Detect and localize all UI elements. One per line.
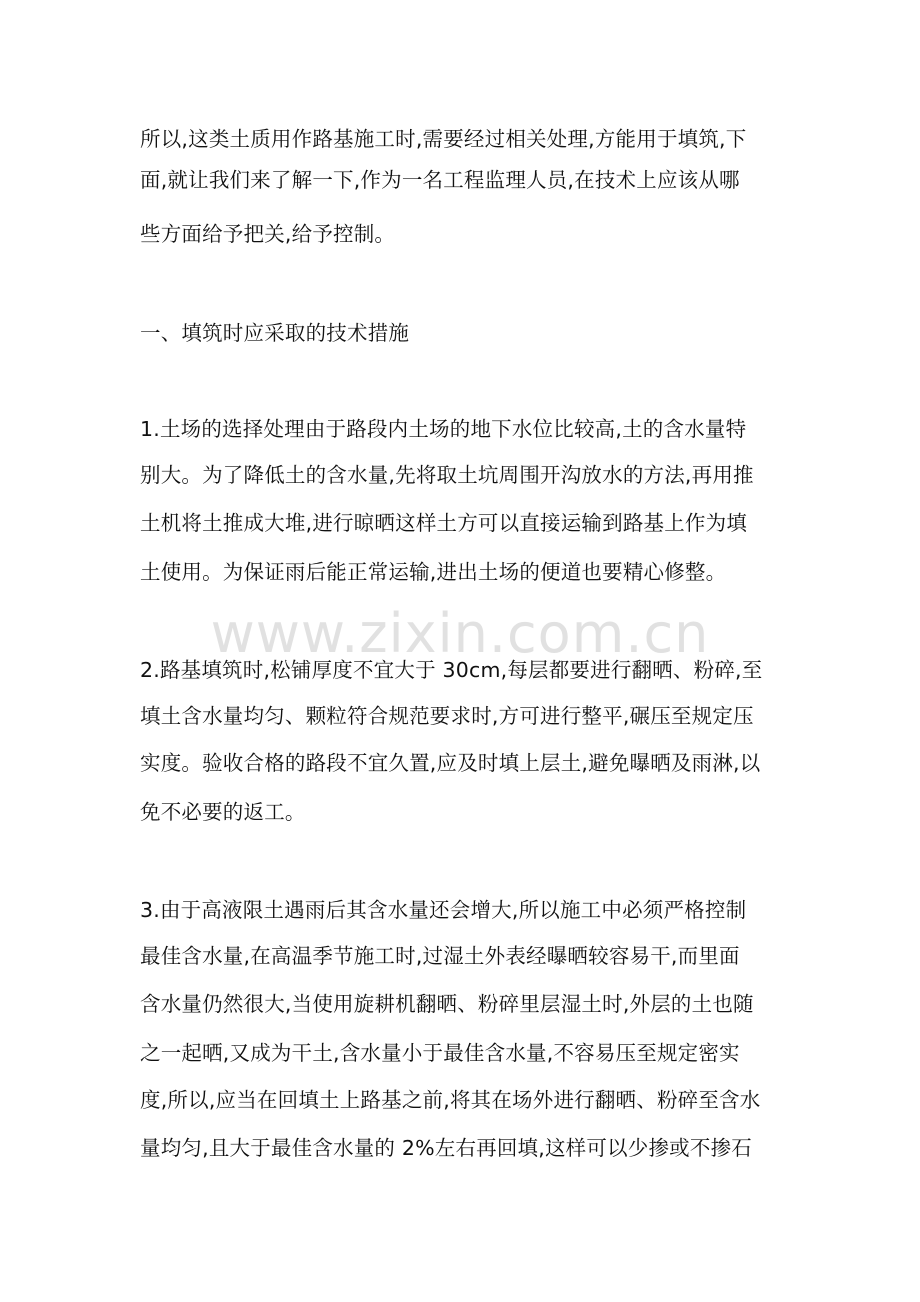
item1-line-4: 土使用。为保证雨后能正常运输,进出土场的便道也要精心修整。 xyxy=(140,560,727,584)
intro-line-2: 面,就让我们来了解一下,作为一名工程监理人员,在技术上应该从哪 xyxy=(140,168,740,192)
intro-line-3: 些方面给予把关,给予控制。 xyxy=(140,222,396,246)
intro-line-1: 所以,这类土质用作路基施工时,需要经过相关处理,方能用于填筑,下 xyxy=(140,127,747,151)
item2-line-3: 实度。验收合格的路段不宜久置,应及时填上层土,避免曝晒及雨淋,以 xyxy=(140,751,761,775)
item1-line-2: 别大。为了降低土的含水量,先将取土坑周围开沟放水的方法,再用推 xyxy=(140,463,754,487)
item2-line-4: 免不必要的返工。 xyxy=(140,800,306,824)
section-heading: 一、填筑时应采取的技术措施 xyxy=(140,321,410,345)
item3-line-3: 含水量仍然很大,当使用旋耕机翻晒、粉碎里层湿土时,外层的土也随 xyxy=(140,992,754,1016)
item3-line-5: 度,所以,应当在回填土上路基之前,将其在场外进行翻晒、粉碎至含水 xyxy=(140,1088,761,1112)
item1-line-1: 1.土场的选择处理由于路段内土场的地下水位比较高,土的含水量特 xyxy=(140,417,747,441)
item3-line-1: 3.由于高液限土遇雨后其含水量还会增大,所以施工中必须严格控制 xyxy=(140,898,747,922)
item3-line-6: 量均匀,且大于最佳含水量的 2%左右再回填,这样可以少掺或不掺石 xyxy=(140,1136,752,1160)
item2-line-1: 2.路基填筑时,松铺厚度不宜大于 30cm,每层都要进行翻晒、粉碎,至 xyxy=(140,658,763,682)
watermark: www.zixin.com.cn xyxy=(210,602,710,665)
item2-line-2: 填土含水量均匀、颗粒符合规范要求时,方可进行整平,碾压至规定压 xyxy=(140,704,754,728)
item3-line-4: 之一起晒,又成为干土,含水量小于最佳含水量,不容易压至规定密实 xyxy=(140,1041,740,1065)
item3-line-2: 最佳含水量,在高温季节施工时,过湿土外表经曝晒较容易干,而里面 xyxy=(140,944,740,968)
item1-line-3: 土机将土推成大堆,进行晾晒这样土方可以直接运输到路基上作为填 xyxy=(140,511,748,535)
